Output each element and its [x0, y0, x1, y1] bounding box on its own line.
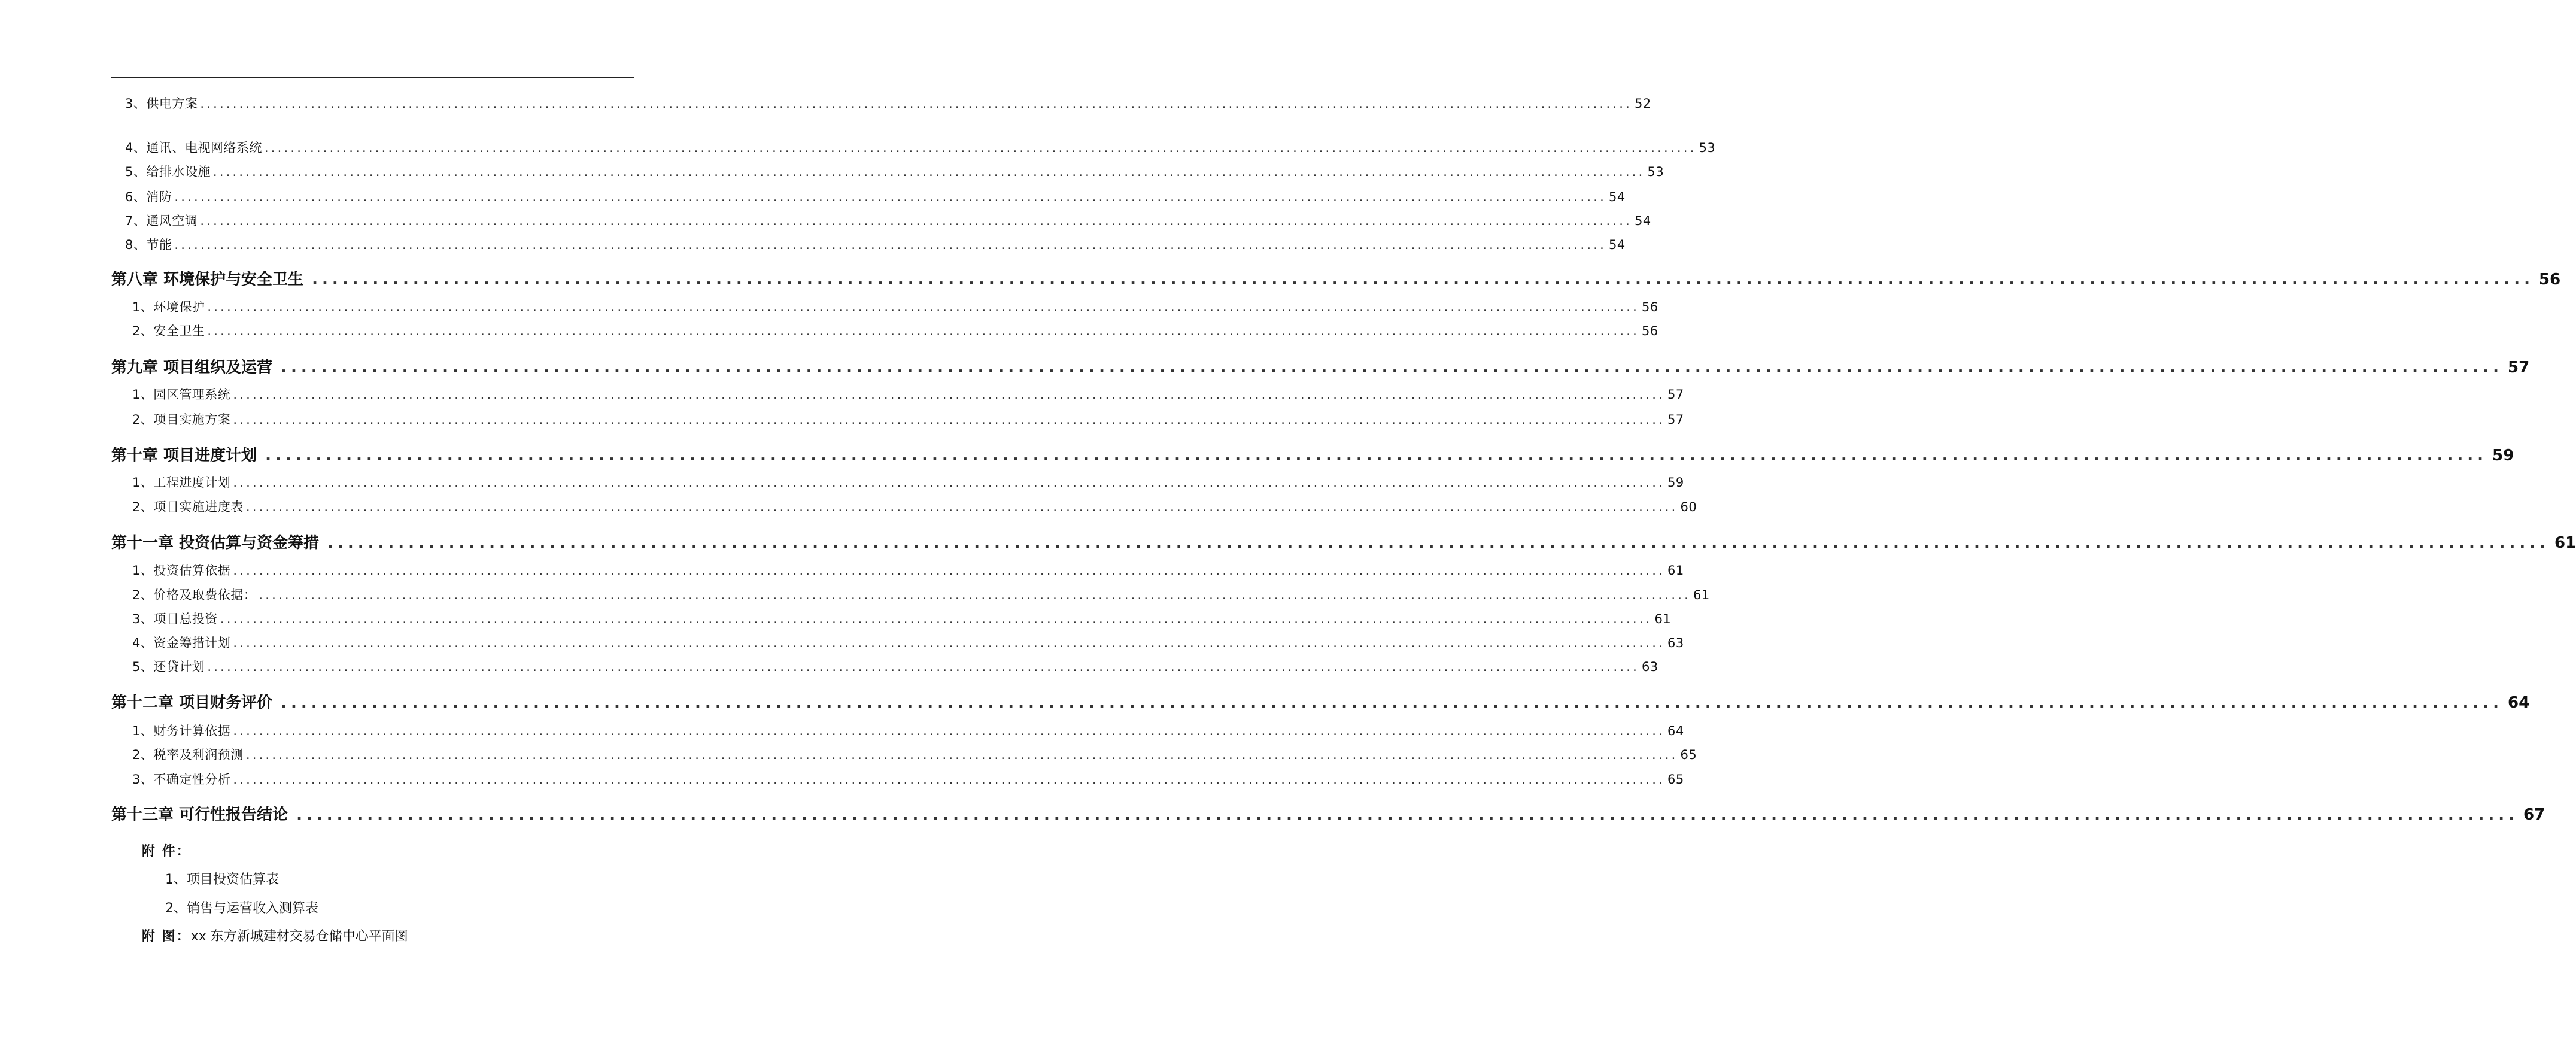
toc-leader-dots: ............................................................................................................................................................................................................................	[200, 214, 1632, 228]
figure-label: 附 图：	[142, 929, 191, 944]
toc-entry-label: 1、环境保护	[132, 300, 205, 314]
toc-entry-label: 5、给排水设施	[125, 165, 211, 179]
toc-entry-label: 1、财务计算依据	[132, 724, 231, 738]
toc-page-number: 57	[2508, 359, 2530, 377]
toc-entry-label: 2、项目实施进度表	[132, 500, 244, 514]
toc-page-number: 56	[2539, 271, 2561, 289]
toc-leader-dots: ............................................................................................................................................................................................................................	[233, 772, 1665, 787]
attachments-label: 附 件：	[142, 844, 191, 859]
toc-page-number: 65	[1667, 772, 1684, 787]
toc-section-entry[interactable]	[132, 657, 1658, 675]
toc-section-entry[interactable]	[132, 721, 1684, 739]
toc-page-number: 65	[1680, 748, 1697, 762]
toc-leader-dots: ............................................................................................................................................................................................................................	[233, 387, 1665, 402]
toc-page-number: 56	[1641, 324, 1658, 338]
toc-leader-dots: ............................................................................................................................................................................................................................	[174, 238, 1606, 252]
toc-section-entry[interactable]	[132, 321, 1658, 339]
toc-leader-dots: ............................................................................................................................................................................................................................	[264, 141, 1697, 155]
toc-section-entry[interactable]	[132, 561, 1684, 579]
toc-leader-dots: ............................................................................................................................................................................................................................	[220, 612, 1652, 626]
toc-leader-dots: ............................................................................................................................................................................................................................	[245, 500, 1678, 514]
toc-page-number: 59	[1667, 475, 1684, 490]
toc-entry-label: 第九章 项目组织及运营	[111, 359, 273, 377]
toc-leader-dots: ............................................................................................................................................................................................................................	[327, 534, 2550, 552]
toc-entry-label: 4、资金筹措计划	[132, 636, 231, 650]
toc-entry-label: 第十一章 投资估算与资金筹措	[111, 534, 320, 552]
toc-page-number: 61	[1693, 588, 1710, 602]
toc-leader-dots: ............................................................................................................................................................................................................................	[212, 165, 1645, 179]
toc-leader-dots: ............................................................................................................................................................................................................................	[281, 359, 2503, 377]
toc-leader-dots: ............................................................................................................................................................................................................................	[207, 324, 1639, 338]
toc-leader-dots: ............................................................................................................................................................................................................................	[259, 588, 1691, 602]
toc-section-entry[interactable]	[125, 187, 1626, 205]
toc-chapter-entry[interactable]	[111, 530, 2576, 553]
toc-leader-dots: ............................................................................................................................................................................................................................	[207, 300, 1639, 314]
toc-leader-dots: ............................................................................................................................................................................................................................	[174, 190, 1606, 204]
toc-section-entry[interactable]	[132, 473, 1684, 491]
toc-page-number: 56	[1641, 300, 1658, 314]
toc-page-number: 64	[2508, 694, 2530, 712]
toc-section-entry[interactable]	[132, 770, 1684, 788]
toc-section-entry[interactable]	[132, 745, 1697, 763]
toc-leader-dots: ............................................................................................................................................................................................................................	[233, 724, 1665, 738]
attachment-item: 2、销售与运营收入测算表	[165, 901, 318, 916]
toc-leader-dots: ............................................................................................................................................................................................................................	[200, 96, 1632, 111]
table-of-contents	[111, 0, 2576, 1050]
toc-page-number: 54	[1608, 238, 1626, 252]
toc-page-number: 60	[1680, 500, 1697, 514]
toc-leader-dots: ............................................................................................................................................................................................................................	[207, 660, 1639, 674]
toc-entry-label: 第八章 环境保护与安全卫生	[111, 271, 304, 289]
toc-page-number: 57	[1667, 387, 1684, 402]
toc-leader-dots: ............................................................................................................................................................................................................................	[233, 563, 1665, 578]
toc-section-entry[interactable]	[132, 385, 1684, 403]
toc-section-entry[interactable]	[125, 94, 1651, 112]
toc-entry-label: 1、工程进度计划	[132, 475, 231, 490]
toc-leader-dots: ............................................................................................................................................................................................................................	[312, 271, 2534, 289]
toc-chapter-entry[interactable]	[111, 355, 2530, 377]
toc-entry-label: 2、价格及取费依据：	[132, 588, 257, 602]
toc-entry-label: 3、项目总投资	[132, 612, 218, 626]
toc-entry-label: 5、还贷计划	[132, 660, 205, 674]
toc-entry-label: 6、消防	[125, 190, 172, 204]
toc-section-entry[interactable]	[132, 633, 1684, 651]
toc-page-number: 64	[1667, 724, 1684, 738]
toc-entry-label: 3、不确定性分析	[132, 772, 231, 787]
toc-section-entry[interactable]	[132, 298, 1658, 315]
toc-page-number: 63	[1667, 636, 1684, 650]
toc-page-number: 52	[1634, 96, 1651, 111]
toc-page-number: 61	[1654, 612, 1672, 626]
toc-page-number: 54	[1634, 214, 1651, 228]
toc-page-number: 67	[2523, 806, 2545, 824]
toc-chapter-entry[interactable]	[111, 802, 2545, 824]
toc-entry-label: 1、投资估算依据	[132, 563, 231, 578]
toc-section-entry[interactable]	[125, 162, 1664, 180]
toc-chapter-entry[interactable]	[111, 443, 2514, 465]
toc-entry-label: 1、园区管理系统	[132, 387, 231, 402]
figure-text: xx 东方新城建材交易仓储中心平面图	[190, 929, 408, 944]
toc-section-entry[interactable]	[125, 138, 1716, 156]
toc-chapter-entry[interactable]	[111, 267, 2561, 289]
toc-chapter-entry[interactable]	[111, 690, 2530, 712]
toc-leader-dots: ............................................................................................................................................................................................................................	[233, 636, 1665, 650]
attachment-item: 1、项目投资估算表	[165, 872, 279, 887]
toc-section-entry[interactable]	[132, 410, 1684, 428]
toc-entry-label: 2、安全卫生	[132, 324, 205, 338]
toc-leader-dots: ............................................................................................................................................................................................................................	[296, 806, 2519, 824]
toc-page-number: 54	[1608, 190, 1626, 204]
toc-page-number: 57	[1667, 412, 1684, 427]
toc-entry-label: 2、税率及利润预测	[132, 748, 244, 762]
toc-page-number: 53	[1699, 141, 1716, 155]
toc-section-entry[interactable]	[125, 211, 1651, 229]
toc-entry-label: 第十二章 项目财务评价	[111, 694, 273, 712]
toc-page-number: 61	[1667, 563, 1684, 578]
toc-leader-dots: ............................................................................................................................................................................................................................	[245, 748, 1678, 762]
attachment-figure	[142, 926, 408, 945]
toc-leader-dots: ............................................................................................................................................................................................................................	[233, 475, 1665, 490]
toc-page-number: 53	[1647, 165, 1664, 179]
toc-leader-dots: ............................................................................................................................................................................................................................	[233, 412, 1665, 427]
toc-leader-dots: ............................................................................................................................................................................................................................	[265, 447, 2487, 465]
toc-section-entry[interactable]	[132, 585, 1710, 603]
toc-page-number: 59	[2492, 447, 2514, 465]
toc-entry-label: 3、供电方案	[125, 96, 198, 111]
toc-page-number: 63	[1641, 660, 1658, 674]
toc-entry-label: 第十章 项目进度计划	[111, 447, 257, 465]
toc-entry-label: 2、项目实施方案	[132, 412, 231, 427]
toc-section-entry[interactable]	[125, 235, 1626, 253]
toc-page-number: 61	[2554, 534, 2576, 552]
toc-section-entry[interactable]	[132, 609, 1672, 627]
toc-entry-label: 8、节能	[125, 238, 172, 252]
toc-entry-label: 4、通讯、电视网络系统	[125, 141, 262, 155]
toc-leader-dots: ............................................................................................................................................................................................................................	[281, 694, 2503, 712]
toc-entry-label: 第十三章 可行性报告结论	[111, 806, 288, 824]
toc-section-entry[interactable]	[132, 497, 1697, 515]
toc-entry-label: 7、通风空调	[125, 214, 198, 228]
